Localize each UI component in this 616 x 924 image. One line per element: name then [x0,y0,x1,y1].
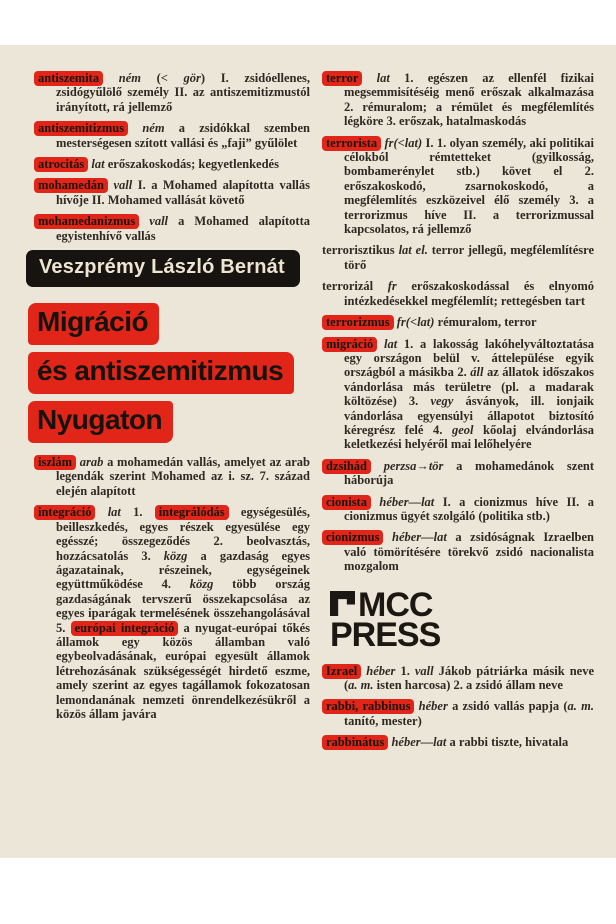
left-column-bottom-entries [34,455,310,721]
headword-highlight: atrocitás [34,157,88,172]
dictionary-page [0,45,616,757]
right-column [322,71,594,757]
sense-number: I. [442,494,451,509]
definition-text: rémuralom; a rémület és megfélemlítés légköre [344,99,594,129]
definition-text: több ország gazdaságának tervszerű összekapcsolása az egyes iparágak termelésének összehangolásával [56,577,310,621]
definition-text: az állatok időszakos vándorlása más területre (pl. a madarak költözése) [344,365,594,409]
sense-number: II. [463,207,477,222]
definition-text: a Mohamed alapította vallás hívője [56,178,310,207]
definition-text: erőszakoskodással és elnyomó intézkedésekkel megfélemlít; rettegésben tart [344,279,595,308]
definition-text: erőszakoskodás; kegyetlenkedés [107,157,279,172]
definition-text: a terrorizmussal kapcsolatos, rá jellemző [344,207,594,237]
definition-text: Jákob pátriárka másik neve ( [344,663,594,692]
dictionary-entry-terror [322,71,594,129]
sense-number: 1. [404,71,414,85]
dictionary-entry-cionizmus [322,530,594,573]
etymology-label: fr(<lat) [393,315,438,330]
sense-number: 2. [453,678,463,692]
definition-text: a zsidó vallás papja ( [452,699,568,714]
title-line-1: Migráció [34,303,310,345]
headword-highlight: terrorista [322,136,381,151]
definition-text: erőszak, hatalmaskodás [395,114,527,129]
dictionary-entry-terrorizmus [322,315,594,329]
book-cover [0,45,616,858]
sense-number: 2. [344,99,354,114]
sense-number: 4. [433,422,452,437]
dictionary-entry-terrorizal [322,279,594,308]
headword-highlight: antiszemita [34,71,103,86]
dictionary-entry-dzsihad [322,459,594,488]
title-line-3: Nyugaton [34,401,310,443]
definition-text: a mohamedánok szent háborúja [344,458,594,488]
etymology-label: héber—lat [383,530,456,545]
definition-text: a gazdaság egyes ágazatainak, részeinek, egységeinek együttműködése [56,548,311,592]
headword-highlight: cionizmus [322,530,383,545]
definition-text: a nyugat-európai tőkés államok egy közös államban való egybeolvadásának, európai egyesült államok létrehozásának szükségességét hirdető eszme, amely szerint az egyes tagállamok fokozatosan lemondanának nemzeti önrendelkezésükről a közös állam javára [56,620,310,721]
definition-text: rémuralom, terror [437,315,537,330]
right-column-bottom-entries [322,664,594,750]
dictionary-entry-rabbinatus [322,735,594,749]
headword-highlight: cionista [322,495,371,510]
headword-highlight: terrorizmus [322,315,394,330]
definition-text: a lakosság lakóhelyváltoztatása egy országon belül v. áttelepülése egyik országból a másikba [344,336,594,380]
dictionary-entry-cionista [322,495,594,524]
headword-highlight: rabbinátus [322,735,388,750]
headword-highlight: antiszemitizmus [34,121,128,136]
mcc-logo-icon [330,591,355,616]
definition-text: terror jellegű, megfélemlítésre törő [344,243,594,272]
sense-number: II. [566,494,580,509]
headword-highlight: terror [322,71,362,86]
sense-number: 1. [133,505,155,520]
headword: terrorizál [322,279,374,294]
headword-highlight: mohamedanizmus [34,214,139,229]
sense-number: 4. [161,577,190,592]
sense-number: I. [220,71,229,85]
dictionary-entry-antiszemita [34,71,310,114]
etymology-label: héber—lat [370,494,443,509]
publisher-logo [330,585,594,654]
dictionary-entry-terrorisztikus [322,243,594,272]
title-line-2: és antiszemitizmus [34,352,310,394]
publisher-press-label: PRESS [330,615,441,654]
definition-text: kőolaj elvándorlása keletkezési helyéről mai lelőhelyére [344,422,594,452]
etymology-label: közg [163,548,188,563]
sense-number: 1. [403,336,414,351]
definition-text: beolvasztás, hozzácsatolás [56,534,310,563]
headword-highlight: iszlám [34,455,76,470]
headword: terrorisztikus [322,243,395,258]
definition-text: erőszakoskodó, zsarnokoskodó, a megfélemlítés eszközeivel élő személy [344,178,594,208]
sense-number: II. [91,192,105,207]
book-title [34,303,310,443]
etymology-label: héber—lat [388,735,450,750]
etymology-label: geol [451,422,474,437]
definition-text: olyan személy, aki politikai célokból rémtetteket (gyilkosság, bombamerénylet stb.) követ el [344,135,595,179]
dictionary-entry-terrorista [322,136,594,237]
headword-highlight: dzsihád [322,459,371,474]
sense-number: 3. [408,394,431,409]
etymology-label: lat el. [394,243,432,258]
definition-text: a Mohamed alapította egyistenhívő vallás [56,214,310,243]
etymology-label: vall [139,214,179,229]
definition-text: a zsidókkal szemben mesterségesen szított vallási és „faji” gyűlölet [56,121,310,150]
headword-highlight: migráció [322,337,377,352]
dictionary-entry-iszlam [34,455,310,498]
definition-text: a zsidóságnak Izraelben való tömörítésére törekvő zsidó nacionalista mozgalom [344,530,595,574]
definition-text: a mohamedán vallás, amelyet az arab legendák szerint Mohamed az i. sz. 7. század elején alapított [56,455,310,498]
definition-text: a zsidó állam neve [462,678,563,692]
definition-text: ) [200,71,221,85]
etymology-label: vall [414,663,434,678]
etymology-label: áll [470,365,484,380]
etymology-label: a. m. [567,699,594,714]
definition-text: a cionizmus ügyét szolgáló (politika stb.) [344,494,595,523]
dictionary-entry-atrocitas [34,157,310,171]
definition-text: egységesülés, beilleszkedés, egyes részek egyesülése egy egésszé; összegeződés [56,505,310,549]
etymology-label: lat [377,336,404,351]
definition-text: Mohamed vallását követő [104,192,245,207]
etymology-label: ném [103,71,157,85]
definition-text: isten harcosa) [373,678,454,692]
headword-highlight: integráció [34,505,95,520]
author-title-block [34,250,310,443]
definition-text: ásványok, ill. ionjaik vándorlása egyensúlyi állapotot biztosító kéregrész felé [344,394,595,437]
sense-number: II. [174,85,188,100]
sense-number: 2. [584,164,594,179]
etymology-label: fr [373,279,412,294]
dictionary-entry-antiszemitizmus [34,121,310,150]
definition-text: az antiszemitizmustól irányított, rá jellemző [56,85,310,114]
definition-text: a terrorizmus híve [344,193,595,222]
dictionary-entry-izrael [322,664,594,693]
sense-number: 3. [141,548,164,563]
etymology-label: héber [361,663,401,678]
right-column-top-entries [322,71,594,574]
definition-text: a cionizmus híve [450,494,567,509]
dictionary-entry-mohamedanizmus [34,214,310,243]
etymology-label: lat [88,157,108,172]
etymology-label: vall [107,178,138,193]
definition-text: egészen az ellenfél fizikai megsemmisítéséig menő erőszak alkalmazása [344,71,594,100]
headword-highlight: Izrael [322,664,361,679]
sense-number: I. 1. [425,135,447,150]
definition-text: a rabbi tiszte, hivatala [449,735,569,750]
definition-text: zsidóellenes, zsidógyűlölő személy [56,71,310,100]
definition-text: tanító, mester) [344,713,422,728]
author-bar [26,250,300,287]
etymology-label: közg [189,577,214,592]
sense-number: 3. [569,193,579,208]
author-name: Veszprémy László Bernát [39,256,285,279]
etymology-label: héber [414,699,453,714]
dictionary-entry-mohamedan [34,178,310,207]
etymology-label: lat [362,71,405,85]
dictionary-entry-rabbi [322,699,594,728]
left-column [34,71,310,757]
etymology-label: a. m. [348,678,374,692]
dictionary-entry-migracio [322,337,594,452]
sense-number: I. [137,178,146,193]
sense-number: 3. [386,114,396,129]
publisher-name: MCC [358,585,433,624]
etymology-label: arab [76,455,108,470]
inline-term-highlight: integrálódás [155,505,229,520]
etymology-label: vegy [430,394,454,409]
etymology-label: gör [183,71,201,85]
dictionary-entry-integracio [34,505,310,721]
definition-text: (< [156,71,184,85]
headword-highlight: mohamedán [34,178,108,193]
etymology-label: fr(<lat) [381,135,426,150]
etymology-label: lat [95,505,134,520]
sense-number: 2. [213,534,223,549]
headword-highlight: rabbi, rabbinus [322,699,414,714]
etymology-label: perzsa→tör [371,458,457,473]
sense-number: 5. [56,620,71,635]
sense-number: 2. [457,365,471,380]
etymology-label: ném [128,121,179,136]
sense-number: 1. [400,663,415,678]
left-column-top-entries [34,71,310,243]
inline-term-highlight: európai integráció [71,621,179,636]
